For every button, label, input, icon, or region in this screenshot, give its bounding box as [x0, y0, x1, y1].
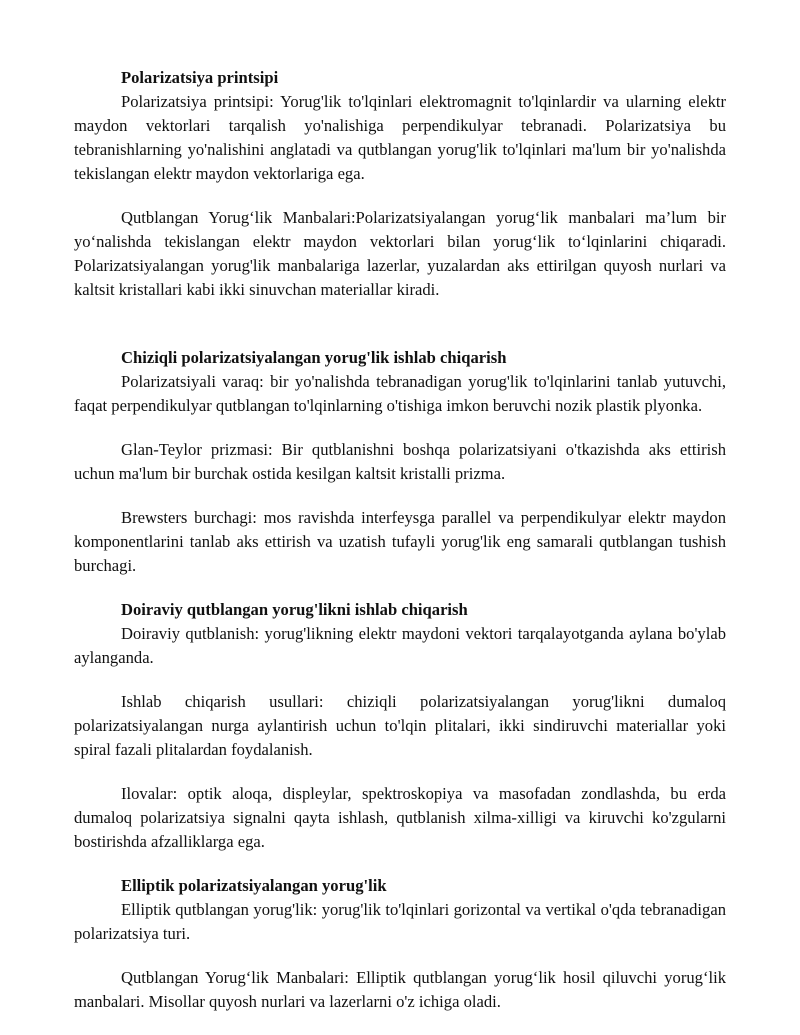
paragraph-polarized-light-sources: Qutblangan Yorug‘lik Manbalari:Polarizatsiyalangan yorug‘lik manbalari ma’lum bir yo‘nalishda tekislangan elektr maydon vektorlari bilan yorug‘lik to‘lqinlarini chiqaradi. Polarizatsiyalangan yorug'lik manbalariga lazerlar, yuzalardan aks ettirilgan quyosh nurlari va kaltsit kristallari kabi ikki sinuvchan materiallar kiradi. — [74, 208, 726, 299]
paragraph-polarization-principle: Polarizatsiya printsipi: Yorug'lik to'lqinlari elektromagnit to'lqinlardir va ularning elektr maydon vektorlari tarqalish yo'nalishiga perpendikulyar tebranadi. Polarizatsiya bu tebranishlarning yo'nalishini anglatadi va qutblangan yorug'lik to'lqinlari ma'lum bir yo'nalishda tekislangan elektr maydon vektorlariga ega. — [74, 92, 726, 183]
paragraph-circular-polarization: Doiraviy qutblanish: yorug'likning elektr maydoni vektori tarqalayotganda aylana bo'ylab aylanganda. — [74, 624, 726, 667]
paragraph-applications: Ilovalar: optik aloqa, displeylar, spektroskopiya va masofadan zondlashda, bu erda dumaloq polarizatsiya signalni qayta ishlash, qutblanish xilma-xilligi va kiruvchi ko'zgularni bostirishda afzalliklarga ega. — [74, 784, 726, 851]
paragraph-elliptical-light-sources: Qutblangan Yorug‘lik Manbalari: Elliptik qutblangan yorug‘lik hosil qiluvchi yorug‘lik manbalari. Misollar quyosh nurlari va lazerlarni o'z ichiga oladi. — [74, 968, 726, 1011]
paragraph-elliptical-polarization: Elliptik qutblangan yorug'lik: yorug'lik to'lqinlari gorizontal va vertikal o'qda tebranadigan polarizatsiya turi. — [74, 900, 726, 943]
section-spacer — [74, 578, 726, 598]
paragraph-glan-taylor-prism: Glan-Teylor prizmasi: Bir qutblanishni boshqa polarizatsiyani o'tkazishda aks ettirish uchun ma'lum bir burchak ostida kesilgan kaltsit kristalli prizma. — [74, 440, 726, 483]
paragraph-spacer — [74, 486, 726, 506]
paragraph-spacer — [74, 186, 726, 206]
paragraph-production-methods: Ishlab chiqarish usullari: chiziqli polarizatsiyalangan yorug'likni dumaloq polarizatsiyalangan nurga aylantirish uchun to'lqin plitalari, ikki sindiruvchi materiallar yoki spiral fazali plitalardan foydalanish. — [74, 692, 726, 759]
paragraph-brewster-angle: Brewsters burchagi: mos ravishda interfeysga parallel va perpendikulyar elektr maydon komponentlarini tanlab aks ettirish va uzatish tufayli yorug'lik eng samarali qutblangan tushish burchagi. — [74, 508, 726, 575]
section-heading-linear-polarization: Chiziqli polarizatsiyalangan yorug'lik ishlab chiqarish — [121, 348, 507, 367]
paragraph-spacer — [74, 670, 726, 690]
section-heading-polarization-principle: Polarizatsiya printsipi — [121, 68, 279, 87]
paragraph-spacer — [74, 946, 726, 966]
section-spacer — [74, 854, 726, 874]
section-spacer — [74, 302, 726, 346]
paragraph-spacer — [74, 762, 726, 782]
document-page — [74, 66, 726, 1014]
paragraph-polarizing-sheet: Polarizatsiyali varaq: bir yo'nalishda tebranadigan yorug'lik to'lqinlarini tanlab yutuvchi, faqat perpendikulyar qutblangan to'lqinlarning o'tishiga imkon beruvchi nozik plastik plyonka. — [74, 372, 726, 415]
section-heading-circular-polarization: Doiraviy qutblangan yorug'likni ishlab chiqarish — [121, 600, 468, 619]
section-heading-elliptical-polarization: Elliptik polarizatsiyalangan yorug'lik — [121, 876, 387, 895]
paragraph-spacer — [74, 418, 726, 438]
